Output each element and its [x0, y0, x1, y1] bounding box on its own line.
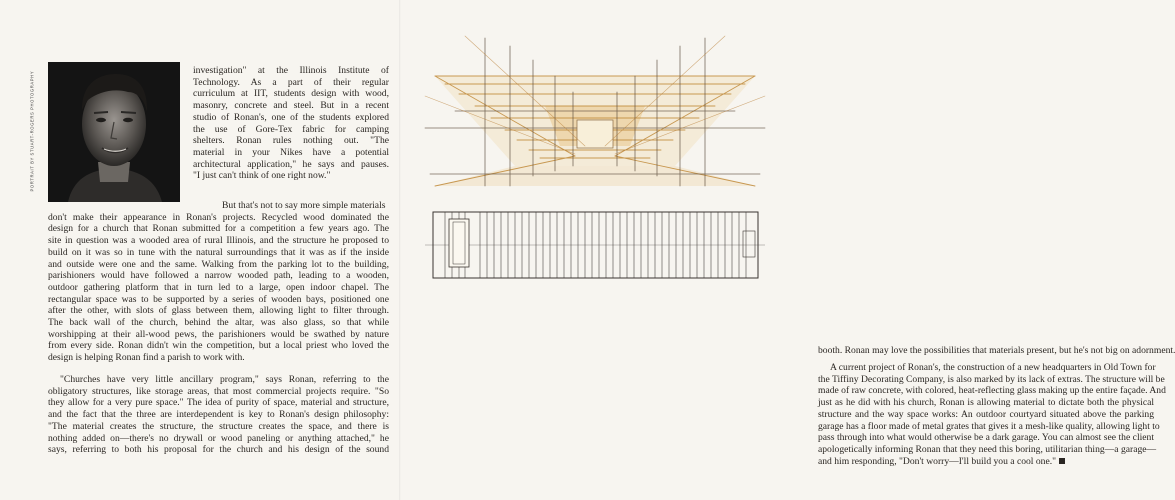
text-line: masonry, concrete and steel. But in a recent: [193, 100, 389, 112]
text-line: parishioners would have followed a narrow wooded path, leading to a wooden,: [48, 270, 389, 282]
text-line: Technology. As a part of their regular: [193, 76, 389, 88]
text-line: garage has a floor made of metal grates that gives it a mesh-like quality, allowing light to: [818, 420, 1160, 432]
text-line: worshipping at their all-wood pews, the parishioners would be swathed by nature: [48, 328, 389, 340]
text-line: structure and the way space works: An outdoor courtyard situated above the parking: [818, 408, 1154, 420]
text-line: site in question was a wooded area of rural Illinois, and the structure he proposed to: [48, 235, 389, 247]
perspective-sketch: [425, 36, 765, 186]
text-line: nothing added on—there's no drywall or wood paneling or anything attached," he: [48, 432, 389, 444]
text-line: pass through into what would otherwise be a dark garage. You can almost see the client: [818, 432, 1154, 444]
text-line: "Churches have very little ancillary program," says Ronan, referring to the: [60, 374, 389, 385]
text-line: apologetically informing Ronan that they need this boring, utilitarian thing—a garage—: [818, 443, 1157, 455]
left-page: [0, 0, 400, 500]
text-line: design is helping Ronan find a parish to work with.: [48, 352, 245, 364]
right-page: [400, 0, 1175, 500]
text-line: build on it was so in tune with the natural surroundings that it was as if the inside: [48, 246, 389, 258]
text-line: outdoor gathering platform that in turn led to a large, open indoor chapel. The: [48, 281, 389, 293]
portrait-photo: [48, 62, 180, 202]
text-line: studio of Ronan's, one of the students explored: [193, 111, 389, 123]
architectural-sketch: [425, 36, 765, 336]
text-line-final: [818, 456, 1154, 468]
text-line: But that's not to say more simple materials: [222, 200, 386, 211]
end-mark-icon: [1059, 458, 1065, 464]
text-line: rectangular space was to be supported by a series of wooden bays, positioned one: [48, 293, 389, 305]
text-line: made of raw concrete, with colored, heat-reflecting glass making up the entire façade. And: [818, 385, 1166, 397]
text-line: don't make their appearance in Ronan's projects. Recycled wood dominated the: [48, 211, 389, 223]
text-line: "I just can't think of one right now.": [193, 170, 331, 182]
text-line: the use of Gore-Tex fabric for camping: [193, 123, 389, 135]
text-line: the Tiffiny Decorating Company, is also marked by its lack of extras. The structure will be: [818, 373, 1165, 385]
text-paragraph-philosophy: [48, 374, 389, 456]
text-line: A current project of Ronan's, the construction of a new headquarters in Old Town for: [830, 362, 1156, 373]
text-line: "The material creates the structure, the structure creates the space, and there is: [48, 420, 389, 432]
text-line: they allow for a very pure space." The idea of purity of space, material and structure,: [48, 397, 389, 409]
text-line: and the fact that the three are interdependent is key to Ronan's design philosophy:: [48, 409, 389, 421]
text-paragraph-booth: [818, 345, 1175, 357]
text-column-intro: [193, 65, 389, 182]
text-line: material in your Nikes have a potential: [193, 146, 389, 158]
photo-credit: PORTRAIT BY STUART-ROGERS PHOTOGRAPHY: [29, 70, 35, 192]
text-line: says, referring to both his proposal for the church and his design of the sound: [48, 444, 389, 456]
text-line: obligatory structures, like storage areas, that most commercial projects require. "So: [48, 385, 389, 397]
text-line: shelters. Ronan rules nothing out. "The: [193, 135, 389, 147]
text-line: curriculum at IIT, students design with wood,: [193, 88, 389, 100]
text-line: and outside were one and the same. Walking from the parking lot to the building,: [48, 258, 389, 270]
text-line: just as he did with his church, Ronan is allowing material to dictate both the physical: [818, 397, 1154, 409]
text-line: from every side. Ronan didn't win the competition, but a local priest who loved the: [48, 340, 389, 352]
text-paragraph-church: [48, 200, 389, 364]
text-line: investigation" at the Illinois Institute of: [193, 65, 389, 76]
text-line: booth. Ronan may love the possibilities that materials present, but he's not big on adornment.: [818, 345, 1175, 356]
text-line: design for a church that Ronan submitted for a competition a few years ago. The: [48, 223, 389, 235]
floor-plan-drawing: [425, 212, 765, 278]
text-line: and him responding, "Don't worry—I'll build you a cool one.": [818, 455, 1057, 467]
text-line: architectural application," he says and pauses.: [193, 158, 389, 170]
text-line: after the other, with slots of glass between them, allowing light to filter through.: [48, 305, 389, 317]
text-line: The back wall of the church, behind the altar, was also glass, so that while: [48, 317, 389, 329]
text-paragraph-current-project: [818, 362, 1166, 467]
